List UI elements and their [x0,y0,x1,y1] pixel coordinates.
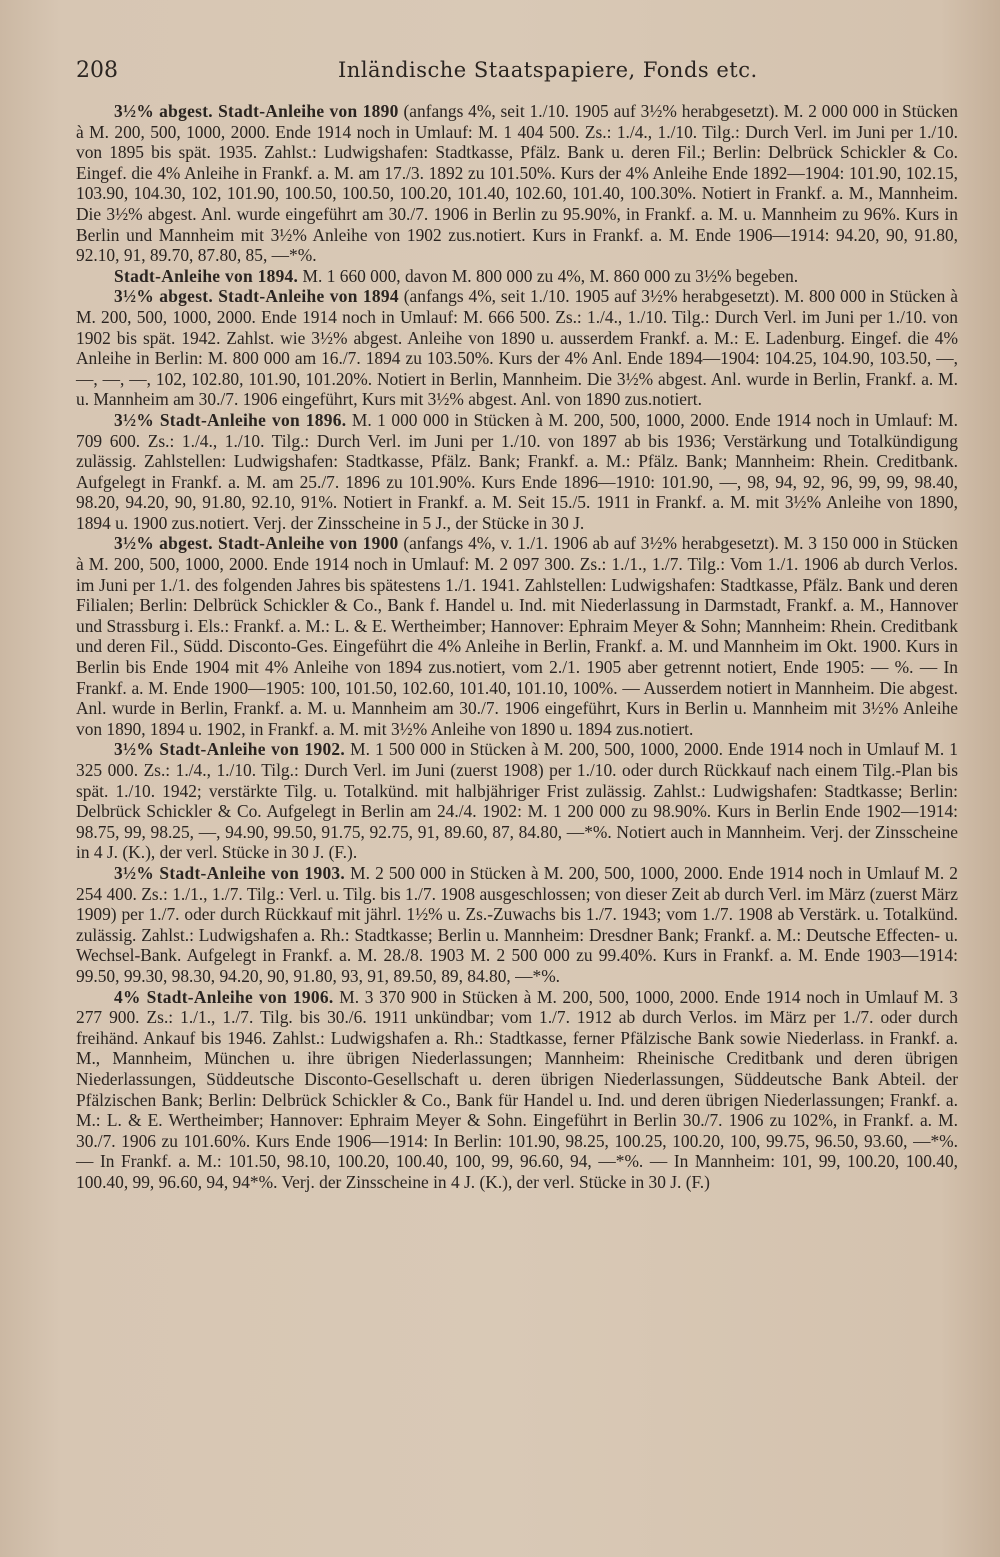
entry-text: M. 1 000 000 in Stücken à M. 200, 500, 1000, 2000. Ende 1914 noch in Umlauf: M. 709 600. Zs.: 1./4., 1./10. Tilg.: Durch Verl. im Juni per 1./10. von 1897 ab bis 1936; Verstärkung und Totalkündigung zulässig. Zahlstellen: Ludwigshafen: Stadtkasse, Pfälz. Bank; Frankf. a. M.: Pfälz. Bank; Mannheim: Rhein. Creditbank. Aufgelegt in Frankf. a. M. am 25./7. 1896 zu 101.90%. Kurs Ende 1896—1910: 101.90, —, 98, 94, 92, 96, 99, 99, 98.40, 98.20, 94.20, 90, 91.80, 92.10, 91%. Notiert in Frankf. a. M. Seit 15./5. 1911 in Frankf. a. M. mit 3½% Anleihe von 1890, 1894 u. 1900 zus.notiert. Verj. der Zinsscheine in 5 J., der Stücke in 30 J. [76,409,958,533]
entry-paragraph [76,101,958,266]
entry-text: M. 2 500 000 in Stücken à M. 200, 500, 1000, 2000. Ende 1914 noch in Umlauf M. 2 254 400. Zs.: 1./1., 1./7. Tilg.: Verl. u. Tilg. bis 1./7. 1908 ausgeschlossen; von dieser Zeit ab durch Verl. im März (zuerst März 1909) per 1./7. oder durch Rückkauf mit jährl. 1½% u. Zs.-Zuwachs bis 1./7. 1943; vom 1./7. 1908 ab Verstärk. u. Totalkünd. zulässig. Zahlst.: Ludwigshafen a. Rh.: Stadtkasse; Berlin u. Mannheim: Dresdner Bank; Frankf. a. M.: Deutsche Effecten- u. Wechsel-Bank. Aufgelegt in Frankf. a. M. 28./8. 1903 M. 2 500 000 zu 99.40%. Kurs in Frankf. a. M. Ende 1903—1914: 99.50, 99.30, 98.30, 94.20, 90, 91.80, 93, 91, 89.50, 89, 84.80, —*%. [76,862,958,986]
entry-text: M. 1 500 000 in Stücken à M. 200, 500, 1000, 2000. Ende 1914 noch in Umlauf M. 1 325 000. Zs.: 1./4., 1./10. Tilg.: Durch Verl. im Juni (zuerst 1908) per 1./10. oder durch Rückkauf nach einem Tilg.-Plan bis spät. 1./10. 1942; verstärkte Tilg. u. Totalkünd. mit halbjähriger Frist zulässig. Zahlst.: Ludwigshafen: Stadtkasse; Berlin: Delbrück Schickler & Co. Aufgelegt in Berlin am 24./4. 1902: M. 1 200 000 zu 98.90%. Kurs in Berlin Ende 1902—1914: 98.75, 99, 98.25, —, 94.90, 99.50, 91.75, 92.75, 91, 89.60, 87, 84.80, —*%. Notiert auch in Mannheim. Verj. der Zinsscheine in 4 J. (K.), der verl. Stücke in 30 J. (F.). [76,739,958,863]
entry-paragraph [76,266,958,287]
entry-heading: 3½% abgest. Stadt-Anleihe von 1894 [114,286,399,307]
page-header [76,58,960,83]
entry-paragraph [76,863,958,987]
entry-paragraph [76,410,958,534]
entry-paragraph [76,286,958,410]
running-title: Inländische Staatspapiere, Fonds etc. [338,58,758,82]
entry-heading: 3½% abgest. Stadt-Anleihe von 1890 [114,101,399,121]
entry-text: (anfangs 4%, seit 1./10. 1905 auf 3½% herabgesetzt). M. 2 000 000 in Stücken à M. 200, 500, 1000, 2000. Ende 1914 noch in Umlauf: M. 1 404 500. Zs.: 1./4., 1./10. Tilg.: Durch Verl. im Juni per 1./10. von 1895 bis spät. 1935. Zahlst.: Ludwigshafen: Stadtkasse, Pfälz. Bank u. deren Fil.; Berlin: Delbrück Schickler & Co. Eingef. die 4% Anleihe in Frankf. a. M. am 17./3. 1892 zu 101.50%. Kurs der 4% Anleihe Ende 1892—1904: 101.90, 102.15, 103.90, 104.30, 102, 101.90, 100.50, 100.50, 100.20, 101.40, 102.60, 101.40, 100.30%. Notiert in Frankf. a. M., Mannheim. Die 3½% abgest. Anl. wurde eingeführt am 30./7. 1906 in Berlin zu 95.90%, in Frankf. a. M. u. Mannheim zu 96%. Kurs in Berlin und Mannheim mit 3½% Anleihe von 1902 zus.notiert. Kurs in Frankf. a. M. Ende 1906—1914: 94.20, 90, 91.80, 92.10, 91, 89.70, 87.80, 85, —*%. [76,101,958,266]
text-body [76,101,958,1192]
entry-heading: 3½% abgest. Stadt-Anleihe von 1900 [114,533,399,554]
entry-heading: 3½% Stadt-Anleihe von 1903. [114,862,346,883]
entry-heading: 3½% Stadt-Anleihe von 1902. [114,739,346,760]
page-number: 208 [76,58,118,83]
entry-heading: 4% Stadt-Anleihe von 1906. [114,986,334,1007]
entry-text: (anfangs 4%, seit 1./10. 1905 auf 3½% herabgesetzt). M. 800 000 in Stücken à M. 200, 500, 1000, 2000. Ende 1914 noch in Umlauf: M. 666 500. Zs.: 1./4., 1./10. Tilg.: Durch Verl. im Juni per 1./10. von 1902 bis spät. 1942. Zahlst. wie 3½% abgest. Anleihe von 1890 u. ausserdem Frankf. a. M.: E. Ladenburg. Eingef. die 4% Anleihe in Berlin: M. 800 000 am 16./7. 1894 zu 103.50%. Kurs der 4% Anl. Ende 1894—1904: 104.25, 104.90, 103.50, —, —, —, —, 102, 102.80, 101.90, 101.20%. Notiert in Berlin, Mannheim. Die 3½% abgest. Anl. wurde in Berlin, Frankf. a. M. u. Mannheim am 30./7. 1906 eingeführt, Kurs mit 3½% abgest. Anl. von 1890 zus.notiert. [76,286,958,410]
entry-text: M. 3 370 900 in Stücken à M. 200, 500, 1000, 2000. Ende 1914 noch in Umlauf M. 3 277 900. Zs.: 1./1., 1./7. Tilg. bis 30./6. 1911 unkündbar; vom 1./7. 1912 ab durch Verlos. im März per 1./7. oder durch freihänd. Ankauf bis 1946. Zahlst.: Ludwigshafen a. Rh.: Stadtkasse, ferner Pfälzische Bank sowie Niederlass. in Frankf. a. M., Mannheim, München u. ihre übrigen Niederlassungen; Mannheim: Rheinische Creditbank und deren übrigen Niederlassungen, Süddeutsche Disconto-Gesellschaft u. deren übrigen Niederlassungen, Süddeutsche Bank Abteil. der Pfälzischen Bank; Berlin: Delbrück Schickler & Co., Bank für Handel u. Ind. und deren übrigen Niederlassungen; Frankf. a. M.: L. & E. Wertheimber; Hannover: Ephraim Meyer & Sohn. Eingeführt in Berlin 30./7. 1906 zu 102%, in Frankf. a. M. 30./7. 1906 zu 101.60%. Kurs Ende 1906—1914: In Berlin: 101.90, 98.25, 100.25, 100.20, 100, 99.75, 96.50, 93.60, —*%. — In Frankf. a. M.: 101.50, 98.10, 100.20, 100.40, 100, 99, 96.60, 94, —*%. — In Mannheim: 101, 99, 100.20, 100.40, 100.40, 99, 96.60, 94, 94*%. Verj. der Zinsscheine in 4 J. (K.), der verl. Stücke in 30 J. (F.) [76,986,958,1192]
entry-heading: 3½% Stadt-Anleihe von 1896. [114,409,347,430]
entry-text: (anfangs 4%, v. 1./1. 1906 ab auf 3½% herabgesetzt). M. 3 150 000 in Stücken à M. 200, 500, 1000, 2000. Ende 1914 noch in Umlauf: M. 2 097 300. Zs.: 1./1., 1./7. Tilg.: Vom 1./1. 1906 ab durch Verlos. im Juni per 1./1. des folgenden Jahres bis spätestens 1./1. 1941. Zahlstellen: Ludwigshafen: Stadtkasse, Pfälz. Bank und deren Filialen; Berlin: Delbrück Schickler & Co., Bank f. Handel u. Ind. mit Niederlassung in Darmstadt, Frankf. a. M., Hannover und Strassburg i. Els.: Frankf. a. M.: L. & E. Wertheimber; Hannover: Ephraim Meyer & Sohn; Mannheim: Rhein. Creditbank und deren Fil., Südd. Disconto-Ges. Eingeführt die 4% Anleihe in Berlin, Frankf. a. M. und Mannheim im Okt. 1900. Kurs in Berlin bis Ende 1904 mit 4% Anleihe von 1894 zus.notiert, vom 2./1. 1905 aber getrennt notiert, Ende 1905: — %. — In Frankf. a. M. Ende 1900—1905: 100, 101.50, 102.60, 101.40, 101.10, 100%. — Ausserdem notiert in Mannheim. Die abgest. Anl. wurde in Berlin, Frankf. a. M. u. Mannheim am 30./7. 1906 eingeführt, Kurs in Berlin u. Mannheim mit 3½% Anleihe von 1890, 1894 u. 1902, in Frankf. a. M. mit 3½% Anleihe von 1890 u. 1894 zus.notiert. [76,533,958,739]
entry-paragraph [76,533,958,739]
entry-text: M. 1 660 000, davon M. 800 000 zu 4%, M. 860 000 zu 3½% begeben. [298,265,799,286]
entry-heading: Stadt-Anleihe von 1894. [114,265,299,286]
entry-paragraph [76,739,958,863]
entry-paragraph [76,987,958,1193]
